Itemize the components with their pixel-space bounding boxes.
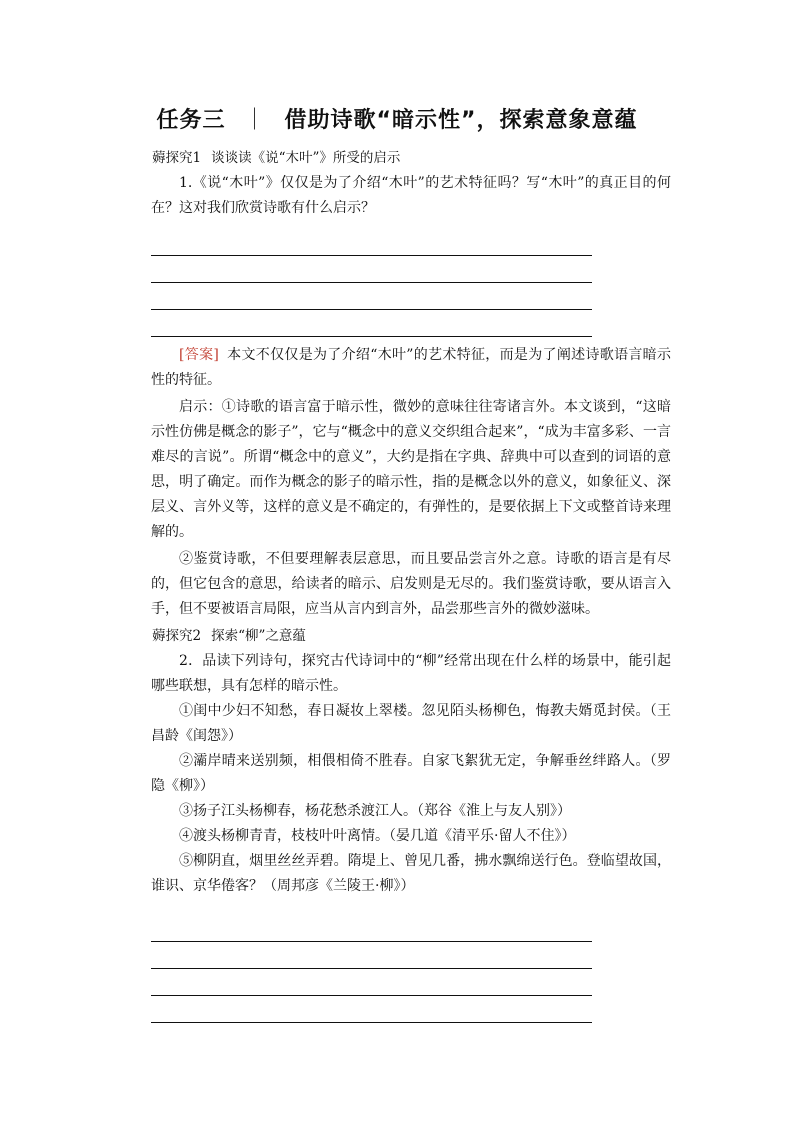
poem-item: ⑤柳阴直，烟里丝丝弄碧。隋堤上、曾见几番，拂水飘绵送行色。登临望故国，谁识、京华倦客？（周邦彦《兰陵王·柳》） bbox=[151, 853, 671, 894]
answer-paragraph bbox=[151, 343, 671, 393]
explore-1-heading bbox=[151, 146, 671, 171]
answer-lines-2 bbox=[151, 915, 671, 1023]
content-body bbox=[151, 146, 671, 1029]
title-separator: ｜ bbox=[243, 108, 267, 133]
poem-item: ④渡头杨柳青青，枝枝叶叶离情。（晏几道《清平乐·留人不住》） bbox=[179, 828, 576, 844]
answer-lines-1 bbox=[151, 229, 671, 337]
explore-1-label: 薅探究1 bbox=[152, 150, 202, 166]
poem-item: ②灞岸晴来送别频，相偎相倚不胜春。自家飞絮犹无定，争解垂丝绊路人。（罗隐《柳》） bbox=[151, 753, 671, 794]
answer-line[interactable] bbox=[151, 310, 592, 337]
answer-line[interactable] bbox=[151, 969, 592, 996]
explore-2-title: 探索“柳”之意蕴 bbox=[211, 628, 306, 644]
explore-2-heading bbox=[151, 624, 671, 649]
poem-item: ①闺中少妇不知愁，春日凝妆上翠楼。忽见陌头杨柳色，悔教夫婿觅封侯。（王昌龄《闺怨》） bbox=[151, 703, 671, 744]
title-task: 任务三 bbox=[156, 108, 226, 133]
explore-1-title: 谈谈读《说“木叶”》所受的启示 bbox=[211, 150, 401, 166]
answer-line[interactable] bbox=[151, 256, 592, 283]
explore-2-label: 薅探究2 bbox=[152, 628, 202, 644]
answer-line[interactable] bbox=[151, 283, 592, 310]
page-title bbox=[0, 103, 794, 134]
insight-1: 启示：①诗歌的语言富于暗示性，微妙的意味往往寄诸言外。本文谈到，“这暗示性仿佛是概念的影子”，它与“概念中的意义交织组合起来”，“成为丰富多彩、一言难尽的言说”。所谓“概念中的意义”，大约是指在字典、辞典中可以查到的词语的意思，明了确定。而作为概念的影子的暗示性，指的是概念以外的意义，如象征义、深层义、言外义等，这样的意义是不确定的，有弹性的，是要依据上下文或整首诗来理解的。 bbox=[151, 399, 671, 540]
answer-line[interactable] bbox=[151, 996, 592, 1023]
answer-line[interactable] bbox=[151, 942, 592, 969]
title-topic: 借助诗歌“暗示性”，探索意象意蕴 bbox=[284, 108, 638, 133]
answer-line[interactable] bbox=[151, 229, 592, 256]
question-2: 2．品读下列诗句，探究古代诗词中的“柳”经常出现在什么样的场景中，能引起哪些联想，具有怎样的暗示性。 bbox=[151, 653, 671, 694]
answer-tag: [答案] bbox=[179, 347, 219, 363]
insight-2: ②鉴赏诗歌，不但要理解表层意思，而且要品尝言外之意。诗歌的语言是有尽的，但它包含的意思，给读者的暗示、启发则是无尽的。我们鉴赏诗歌，要从语言入手，但不要被语言局限，应当从言内到言外，品尝那些言外的微妙滋味。 bbox=[151, 551, 671, 617]
poem-item: ③扬子江头杨柳春，杨花愁杀渡江人。（郑谷《淮上与友人别》） bbox=[179, 803, 571, 819]
answer-line[interactable] bbox=[151, 915, 592, 942]
question-1: 1.《说“木叶”》仅仅是为了介绍“木叶”的艺术特征吗？写“木叶”的真正目的何在？这对我们欣赏诗歌有什么启示？ bbox=[151, 175, 671, 216]
answer-text: 本文不仅仅是为了介绍“木叶”的艺术特征，而是为了阐述诗歌语言暗示性的特征。 bbox=[151, 347, 671, 388]
